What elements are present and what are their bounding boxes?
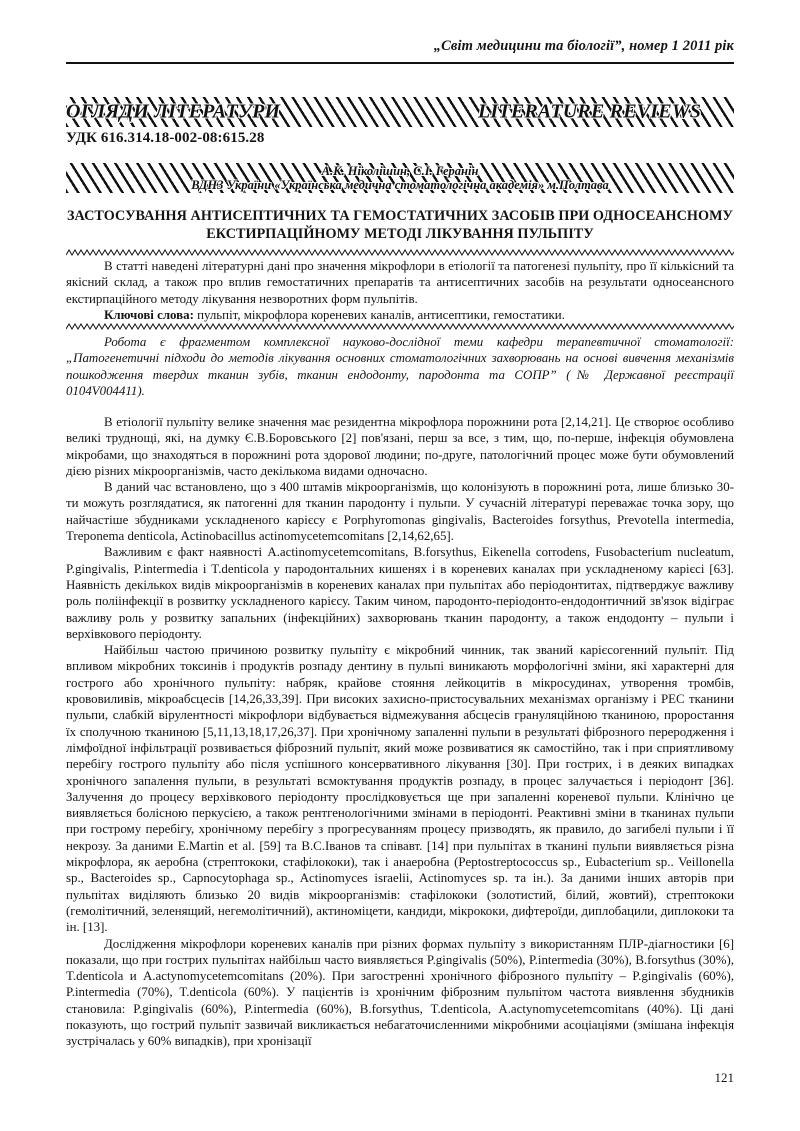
body-paragraph-1: В етіології пульпіту велике значення має резидентна мікрофлора порожнини рота [2,14,21]. Це створює особливо великі труднощі, які, на думку Є.В.Боровського [2] пов'язані, перш за все, з тим, що, по-перше, інфекція обумовлена мікробами, що знаходяться в порожнині рота здорової людини; по-друге, патологічний процес може бути обумовлений дією різних мікроорганізмів, часто декількома видами одночасно. <box>66 415 734 478</box>
keywords-values: пульпіт, мікрофлора кореневих каналів, антисептики, гемостатики. <box>193 307 565 322</box>
section-banner-label-en: LITERATURE REVIEWS <box>478 100 702 123</box>
author-names: А.К. Ніколішин, С.І. Геранін <box>321 164 479 178</box>
body-paragraph-5: Дослідження мікрофлори кореневих каналів при різних формах пульпіту з використанням ПЛР-діагностики [6] показали, що при гострих пульпітах найбільш часто виявляється P.gingivalis (50%), P.intermedia (30%), B.forsythus (30%), T.denticola и A.actynomycetemcomitans (20%). При загостренні хронічного фіброзного пульпіту – P.gingivalis (60%), P.intermedia (70%), T.denticola (60%). У пацієнтів із хронічним фіброзним пульпітом частота виявлення збудників становила: P.gingivalis (60%), P.intermedia (60%), B.forsythus, T.denticola, A.actynomycetemcomitans (40%). Ці дані показують, що гострий пульпіт зазвичай викликається небагаточисленними мікробними асоціаціями (змішана інфекція зустрічалась у 60% випадків), при хронізації <box>66 936 734 1049</box>
abstract-text: В статті наведені літературні дані про значення мікрофлори в етіології та патогенезі пульпіту, про її кількісний та якісний склад, а також про вплив гемостатичних препаратів та антисептичних засобів на результати односеансного екстирпаційного методу лікування незворотних форм пульпітів. <box>66 259 734 306</box>
article-title: ЗАСТОСУВАННЯ АНТИСЕПТИЧНИХ ТА ГЕМОСТАТИЧНИХ ЗАСОБІВ ПРИ ОДНОСЕАНСНОМУ ЕКСТИРПАЦІЙНОМУ МЕТОДІ ЛІКУВАННЯ ПУЛЬПІТУ <box>66 208 733 242</box>
running-head-rule <box>66 62 734 64</box>
body-paragraph-2: В даний час встановлено, що з 400 штамів мікроорганізмів, що колонізують в порожнині рота, лише близько 30-ти можуть розглядатися, як патогенні для тканин пародонту і пульпи. У сучасній літературі переважає точка зору, що найчастіше збудниками ускладненого карієсу є Porphyromonas gingivalis, Bacteroides forsythus, Prevotella intermedia, Treponema denticola, Actinobacillus actinomycetemcomitans [2,14,62,65]. <box>66 480 734 544</box>
body-paragraph-3: Важливим є факт наявності A.actinomycetemcomitans, B.forsythus, Eikenella corrodens, Fusobacterium nucleatum, P.gingivalis, P.intermedia і T.denticola у пародонтальних кишенях і в кореневих каналах при ускладненому карієсі [63]. Наявність декількох видів мікроорганізмів в кореневих каналах при пульпітах або періодонтитах, підтверджує важливу роль поліінфекції в розвитку ускладненого карієсу. Таким чином, пародонто-періодонто-ендодонтичний зв'язок відіграє важливу роль у розвитку запальних (інфекційних) захворювань тканин пародонту, а також ендодонту – пульпи і верхівкового періодонту. <box>66 545 734 641</box>
body-block <box>66 414 734 1050</box>
page-number: 121 <box>714 1070 734 1085</box>
running-head: „Світ медицини та біології”, номер 1 2011 рік <box>433 38 734 54</box>
zigzag-divider-bottom <box>66 322 734 332</box>
abstract-block <box>66 258 734 323</box>
keywords-label: Ключові слова: <box>104 307 194 322</box>
section-banner-label-uk: ОГЛЯДИ ЛІТЕРАТУРИ <box>66 100 281 123</box>
funding-note-block <box>66 334 734 399</box>
section-banner <box>66 97 734 127</box>
author-affiliation: ВДНЗ України «Українська медична стоматологічна академія» м.Полтава <box>191 178 609 192</box>
funding-note-text: Робота є фрагментом комплексної науково-дослідної теми кафедри терапевтичної стоматології: „Патогенетичні підходи до методів лікування основних стоматологічних захворювань на основі вивчення механізмів пошкодження твердих тканин зубів, тканин ендодонту, пародонта та СОПР” (№ Державної реєстрації 0104V004411). <box>66 335 734 398</box>
udk-code: УДК 616.314.18-002-08:615.28 <box>66 130 265 146</box>
zigzag-divider-top <box>66 248 734 258</box>
byline-banner <box>66 163 734 193</box>
keywords-line <box>66 307 734 323</box>
body-paragraph-4: Найбільш частою причиною розвитку пульпіту є мікробний чинник, так званий карієсогенний пульпіт. Під впливом мікробних токсинів і продуктів розпаду дентину в пульпі виникають морфологічні зміни, які характерні для гострого або хронічного пульпіту: набряк, крайове стояння лейкоцитів в мікросудинах, утворення тромбів, крововиливів, мікроабсцесів [14,26,33,39]. При високих захисно-пристосувальних механізмах організму і РЕС тканини пульпи, слабкій вірулентності мікрофлори відбувається відмежування абсцесів грануляційною тканиною, проростання їх сполучною тканиною [5,11,13,18,17,26,37]. При хронічному запаленні пульпи в результаті фіброзного переродження і лімфоїдної інфільтрації розвивається фіброзний пульпіт, який може розвиватися як самостійно, так і при сприятливому перебігу гострого пульпіту або після успішного консервативного лікування [30]. При гострих, і в деяких випадках хронічного запалення пульпи, в результаті всмоктування продуктів розпаду, в процес залучається і періодонт [36]. Залучення до процесу верхівкового періодонту прослідковується ще при запаленні кореневої пульпи. Клінічно це виявляється болісною перкусією, а також рентгенологічними змінами в періодонті. Реактивні зміни в тканинах пульпи при гострому перебігу, хронічному перебігу з прогресуванням процесу призводять, як правило, до загибелі пульпи і її некрозу. За даними E.Martin et al. [59] та В.С.Іванов та співавт. [14] при пульпітах в тканині пульпи виявляється різна мікрофлора, як аеробна (стрептококи, стафілококи), так і анаеробна (Peptostreptococcus sp., Eubacterium sp.. Veillonella sp., Bacteroides sp., Capnocytophaga sp., Actinomyces israelii, Actinomyces sp. та ін.). За даними інших авторів при пульпітах виділяють близько 20 видів мікроорганізмів: стафілококи (золотистий, білий, жовтий), стрептококи (гемолітичний, зеленящий, негемолітичний), актиноміцети, кандиди, мікрококи, дифтероїди, диплобацили, диплококи та ін. [13]. <box>66 643 734 935</box>
